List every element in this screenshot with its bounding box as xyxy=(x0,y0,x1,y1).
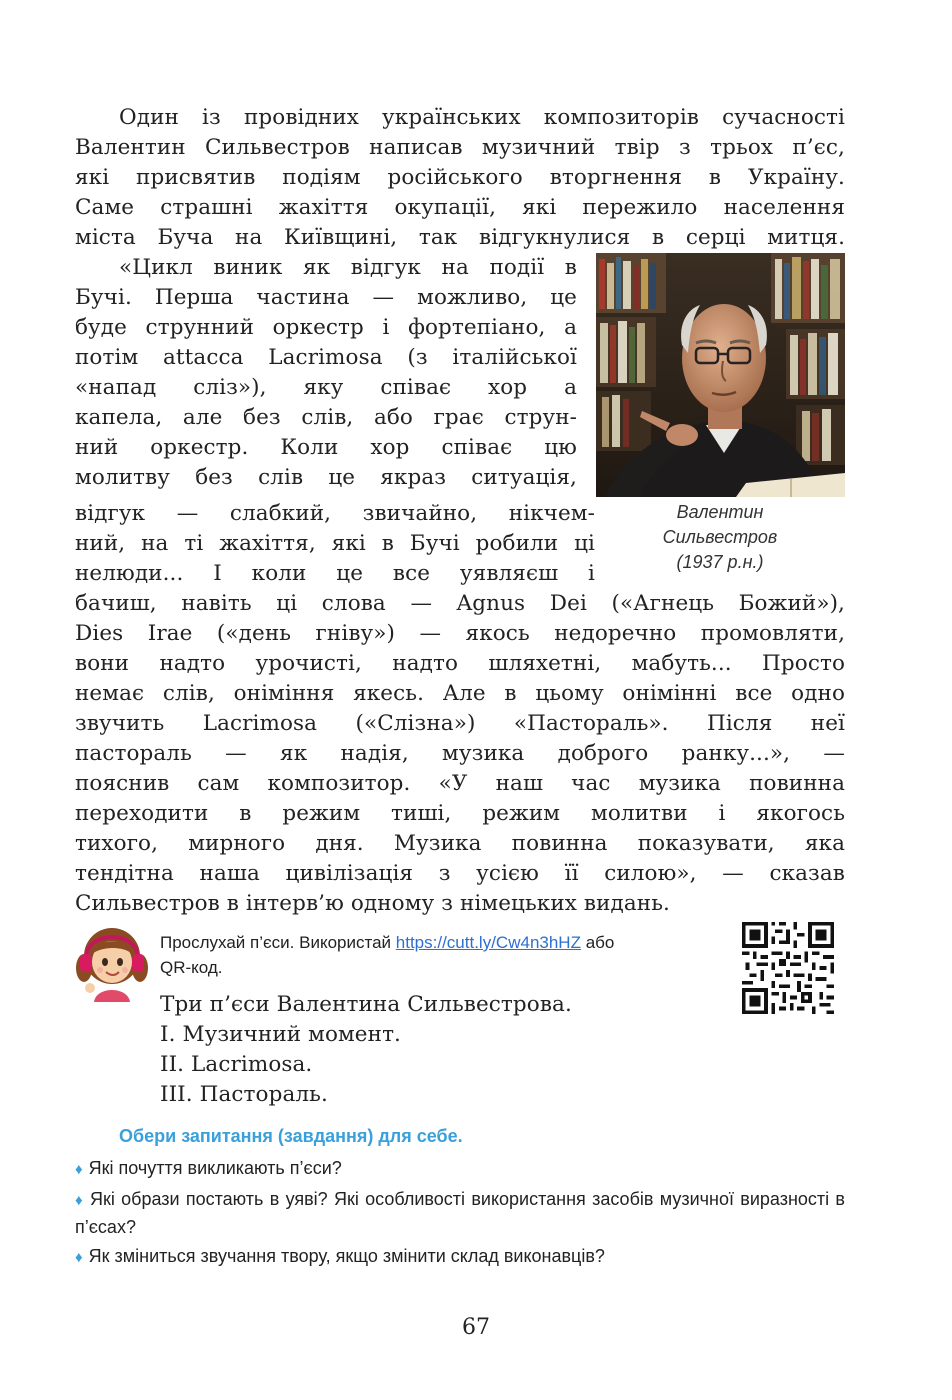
composer-photo xyxy=(596,253,845,497)
listen-instruction xyxy=(160,930,740,980)
diamond-bullet-icon: ♦ xyxy=(75,1161,83,1178)
quote-line: немає слів, оніміння якесь. Але в цьому онімінні все одно xyxy=(75,681,845,706)
quote-line: капела, але без слів, або грає струн- xyxy=(75,405,577,430)
piece-item: ІІ. Lacrimosa. xyxy=(160,1052,313,1077)
listen-text-line2: QR-код. xyxy=(160,958,223,977)
intro-paragraph xyxy=(75,103,845,253)
quote-line: Dies Irae («день гніву») — якось недоречно промовляти, xyxy=(75,621,845,646)
task-text: Які почуття викликають п’єси? xyxy=(88,1158,342,1178)
task-item xyxy=(75,1243,845,1271)
quote-line: тихого, мирного дня. Музика повинна показувати, яка xyxy=(75,831,845,856)
intro-line: міста Буча на Київщині, так відгукнулися в серці митця. xyxy=(75,225,845,250)
quote-line: переходити в режим тиші, режим молитви і якогось xyxy=(75,801,845,826)
quote-paragraph-left xyxy=(75,253,577,493)
pieces-title: Три п’єси Валентина Сильвестрова. xyxy=(160,992,572,1017)
task-item xyxy=(75,1155,845,1183)
listen-link[interactable]: https://cutt.ly/Cw4n3hHZ xyxy=(395,933,581,952)
intro-line: Валентин Сильвестров написав музичний твір з трьох п’єс, xyxy=(75,135,845,160)
quote-line: ний оркестр. Коли хор співає цю xyxy=(75,435,577,460)
quote-line: ний, на ті жахіття, які в Бучі робили ці xyxy=(75,531,595,556)
piece-item: ІІІ. Пастораль. xyxy=(160,1082,328,1107)
quote-line: молитву без слів це якраз ситуація, xyxy=(75,465,577,490)
tasks-heading: Обери запитання (завдання) для себе. xyxy=(119,1126,463,1146)
pieces-list xyxy=(160,990,572,1110)
quote-line: «напад сліз»), яку співає хор а xyxy=(75,375,577,400)
quote-line: Бучі. Перша частина — можливо, це xyxy=(75,285,577,310)
photo-caption xyxy=(620,500,820,575)
diamond-bullet-icon: ♦ xyxy=(75,1249,83,1266)
quote-line: звучить Lacrimosa («Слізна») «Пастораль». Після неї xyxy=(75,711,845,736)
quote-line: потім attacca Lacrimosa (з італійської xyxy=(75,345,577,370)
quote-line: «Цикл виник як відгук на події в xyxy=(119,255,577,280)
task-text: Які образи постають в уяві? Які особливості використання засобів музичної виразності в п’єсах? xyxy=(75,1189,845,1237)
headphones-girl-icon xyxy=(76,922,150,1002)
diamond-bullet-icon: ♦ xyxy=(75,1192,84,1209)
quote-line: тендітна наша цивілізація з усією її силою», — сказав xyxy=(75,861,845,886)
tasks-list xyxy=(75,1155,845,1274)
intro-line: Саме страшні жахіття окупації, які пережило населення xyxy=(75,195,845,220)
caption-line: Сильвестров xyxy=(662,527,778,547)
page-number: 67 xyxy=(462,1315,490,1340)
listen-text-after: або xyxy=(580,933,615,952)
quote-line: бачиш, навіть ці слова — Agnus Dei («Агнець Божий»), xyxy=(75,591,845,616)
quote-line: відгук — слабкий, звичайно, нікчем- xyxy=(75,501,595,526)
quote-line: Сильвестров в інтерв’ю одному з німецьких видань. xyxy=(75,891,670,916)
quote-line: буде струнний оркестр і фортепіано, а xyxy=(75,315,577,340)
quote-line: пояснив сам композитор. «У наш час музика повинна xyxy=(75,771,845,796)
task-text: Як зміниться звучання твору, якщо змінити склад виконавців? xyxy=(88,1246,605,1266)
qr-code-icon[interactable] xyxy=(741,922,835,1014)
intro-line: які присвятив подіям російського вторгнення в Україну. xyxy=(75,165,845,190)
task-item xyxy=(75,1186,845,1240)
quote-line: нелюди... І коли це все уявляєш і xyxy=(75,561,595,586)
listen-text-before: Прослухай п’єси. Використай xyxy=(160,933,396,952)
caption-line: (1937 р.н.) xyxy=(676,552,764,572)
quote-paragraph-full xyxy=(75,589,845,919)
piece-item: І. Музичний момент. xyxy=(160,1022,401,1047)
quote-line: пастораль — як надія, музика доброго ранку...», — xyxy=(75,741,845,766)
intro-line: Один із провідних українських композиторів сучасності xyxy=(119,105,845,130)
caption-line: Валентин xyxy=(676,502,764,522)
quote-paragraph-mid xyxy=(75,499,595,589)
quote-line: вони надто урочисті, надто шляхетні, мабуть... Просто xyxy=(75,651,845,676)
